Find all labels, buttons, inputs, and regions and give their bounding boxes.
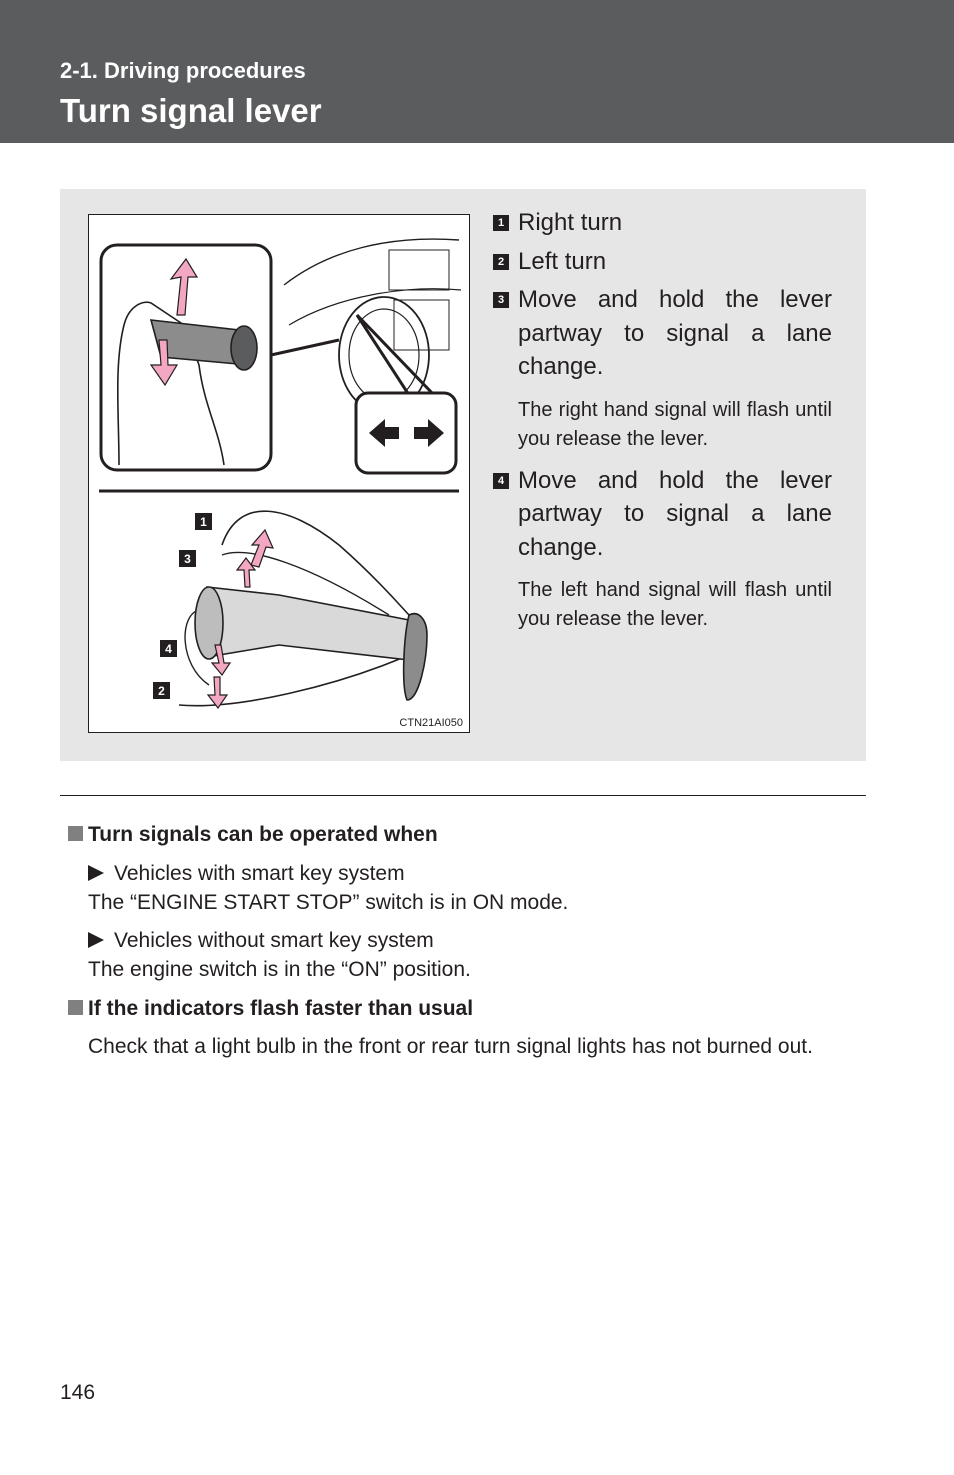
item-number: 4	[493, 473, 509, 489]
list-item	[490, 245, 832, 279]
note-heading: Turn signals can be operated when	[68, 820, 858, 849]
callout-label: 3	[184, 552, 191, 566]
page-number: 146	[60, 1381, 96, 1404]
page-header	[0, 0, 954, 143]
item-text: Move and hold the lever partway to signal a lane change.	[518, 286, 832, 380]
list-item	[490, 283, 832, 454]
list-item	[490, 464, 832, 635]
notes-section	[68, 820, 858, 1061]
note-text: The “ENGINE START STOP” switch is in ON mode.	[88, 891, 569, 914]
dash-outline	[284, 239, 459, 285]
lever-base	[231, 326, 257, 370]
square-bullet-icon	[68, 1000, 83, 1015]
page-title: Turn signal lever	[60, 92, 322, 129]
square-bullet-icon	[68, 826, 83, 841]
item-note: The left hand signal will flash until you release the lever.	[518, 579, 832, 630]
arrow-left-full	[208, 677, 227, 708]
illustration-drawing	[89, 215, 469, 732]
item-list	[490, 206, 832, 634]
item-text: Right turn	[518, 209, 623, 236]
section-heading: 2-1. Driving procedures	[60, 58, 306, 83]
note-heading: If the indicators flash faster than usual	[68, 994, 858, 1023]
figure-code: CTN21AI050	[399, 717, 463, 729]
note-case-label: Vehicles with smart key system	[68, 859, 858, 888]
item-text: Left turn	[518, 247, 607, 275]
section-divider	[60, 795, 866, 796]
triangle-bullet-icon	[88, 932, 104, 948]
item-number: 3	[493, 292, 509, 308]
callout-label: 4	[165, 642, 172, 656]
note-text: The engine switch is in the “ON” position.	[88, 958, 471, 981]
callout-label: 1	[200, 515, 207, 529]
item-text: Move and hold the lever partway to signal a lane change.	[518, 466, 832, 561]
triangle-bullet-icon	[88, 865, 104, 881]
item-number: 2	[493, 254, 509, 270]
item-note: The right hand signal will flash until you release the lever.	[518, 398, 832, 450]
item-number: 1	[493, 215, 509, 231]
arrow-right-partway	[251, 530, 273, 567]
callout-label: 2	[158, 684, 165, 698]
note-case-label: Vehicles without smart key system	[68, 926, 858, 955]
list-item	[490, 206, 832, 240]
turn-signal-illustration	[88, 214, 470, 733]
lever-body	[207, 587, 409, 660]
note-text: Check that a light bulb in the front or rear turn signal lights has not burned out.	[88, 1035, 813, 1058]
